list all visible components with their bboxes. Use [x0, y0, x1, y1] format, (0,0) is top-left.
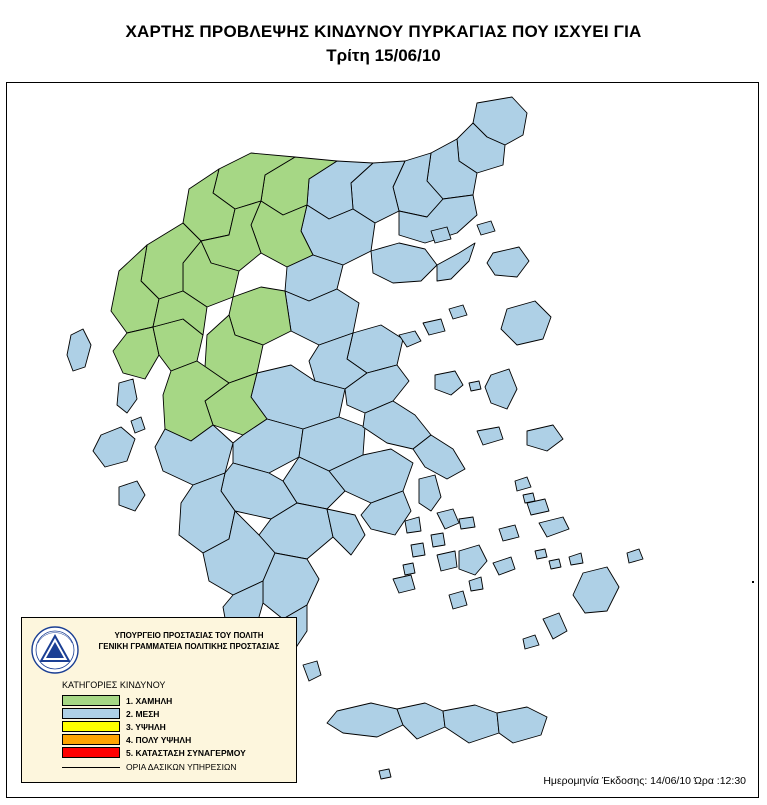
region-rethymno	[397, 703, 445, 739]
region-skyros	[435, 371, 463, 395]
region-psara	[469, 381, 481, 391]
region-ios	[469, 577, 483, 591]
region-limnos	[487, 247, 529, 277]
legend-org-line1: ΥΠΟΥΡΓΕΙΟ ΠΡΟΣΤΑΣΙΑΣ ΤΟΥ ΠΟΛΙΤΗ	[114, 631, 264, 640]
legend-boundary-line-icon	[62, 767, 120, 768]
region-karpathos	[543, 613, 567, 639]
region-kea	[405, 517, 421, 533]
region-heraklion	[443, 705, 499, 743]
region-kefalonia	[93, 427, 135, 467]
legend-label-alert: 5. ΚΑΤΑΣΤΑΣΗ ΣΥΝΑΓΕΡΜΟΥ	[126, 747, 246, 758]
civil-protection-logo-icon	[30, 625, 80, 675]
region-skopelos	[423, 319, 445, 335]
legend-label-low: 1. ΧΑΜΗΛΗ	[126, 695, 173, 706]
region-symi	[569, 553, 583, 565]
legend-items-list	[62, 694, 246, 759]
region-ikaria	[477, 427, 503, 445]
region-lefkada	[117, 379, 137, 413]
region-kasos	[523, 635, 539, 649]
region-argolida	[327, 509, 365, 555]
legend-boundary-row	[62, 762, 236, 772]
map-canvas	[6, 82, 759, 798]
legend-item-4	[62, 733, 246, 746]
legend-categories-title: ΚΑΤΗΓΟΡΙΕΣ ΚΙΝΔΥΝΟΥ	[62, 680, 166, 690]
legend-boundary-label: ΟΡΙΑ ΔΑΣΙΚΩΝ ΥΠΗΡΕΣΙΩΝ	[126, 762, 237, 772]
region-lesvos	[501, 301, 551, 345]
region-lasithi	[497, 707, 547, 743]
region-lakonia	[263, 553, 319, 619]
map-edge-dot-right	[752, 581, 754, 583]
region-kythnos	[411, 543, 425, 557]
legend-label-medium: 2. ΜΕΣΗ	[126, 708, 160, 719]
region-rhodes	[573, 567, 619, 613]
legend-label-high: 3. ΥΨΗΛΗ	[126, 721, 166, 732]
region-ithaki	[131, 417, 145, 433]
region-patmos	[515, 477, 531, 491]
region-kythira	[303, 661, 321, 681]
region-paros	[437, 551, 457, 571]
region-astypalaia	[499, 525, 519, 541]
page-subtitle-date: Τρίτη 15/06/10	[326, 46, 441, 65]
region-chios	[485, 369, 517, 409]
region-zakynthos	[119, 481, 145, 511]
legend-item-3	[62, 720, 246, 733]
map-title-block	[0, 0, 767, 76]
legend-swatch-high	[62, 721, 120, 732]
legend-organization	[86, 630, 292, 652]
region-tilos	[549, 559, 561, 569]
map-legend	[21, 617, 297, 783]
issue-date-time: Ημερομηνία Έκδοσης: 14/06/10 Ώρα :12:30	[543, 775, 746, 787]
region-kos	[539, 517, 569, 537]
region-tinos	[437, 509, 459, 529]
region-alonnisos	[449, 305, 467, 319]
page-title: ΧΑΡΤΗΣ ΠΡΟΒΛΕΨΗΣ ΚΙΝΔΥΝΟΥ ΠΥΡΚΑΓΙΑΣ ΠΟΥ ΙΣΧΥΕΙ ΓΙΑ	[125, 22, 642, 41]
legend-swatch-low	[62, 695, 120, 706]
region-andros	[419, 475, 441, 511]
region-nisyros	[535, 549, 547, 559]
region-corfu	[67, 329, 91, 371]
legend-item-2	[62, 707, 246, 720]
legend-org-line2: ΓΕΝΙΚΗ ΓΡΑΜΜΑΤΕΙΑ ΠΟΛΙΤΙΚΗΣ ΠΡΟΣΤΑΣΙΑΣ	[98, 642, 280, 651]
region-kastellorizo	[627, 549, 643, 563]
legend-item-5	[62, 746, 246, 759]
region-chania	[327, 703, 403, 737]
region-mykonos	[459, 517, 475, 529]
region-skiathos	[399, 331, 421, 347]
region-chalkidiki	[371, 243, 437, 283]
legend-label-very-high: 4. ΠΟΛΥ ΥΨΗΛΗ	[126, 734, 192, 745]
region-santorini	[449, 591, 467, 609]
region-serifos	[403, 563, 415, 575]
legend-swatch-very-high	[62, 734, 120, 745]
region-samos	[527, 425, 563, 451]
region-leros	[523, 493, 535, 503]
region-samothraki	[477, 221, 495, 235]
legend-item-1	[62, 694, 246, 707]
region-preveza	[113, 327, 159, 379]
region-milos	[393, 575, 415, 593]
region-amorgos	[493, 557, 515, 575]
region-gavdos	[379, 769, 391, 779]
region-naxos	[459, 545, 487, 575]
legend-swatch-medium	[62, 708, 120, 719]
region-athos	[437, 243, 475, 281]
legend-swatch-alert	[62, 747, 120, 758]
region-syros	[431, 533, 445, 547]
